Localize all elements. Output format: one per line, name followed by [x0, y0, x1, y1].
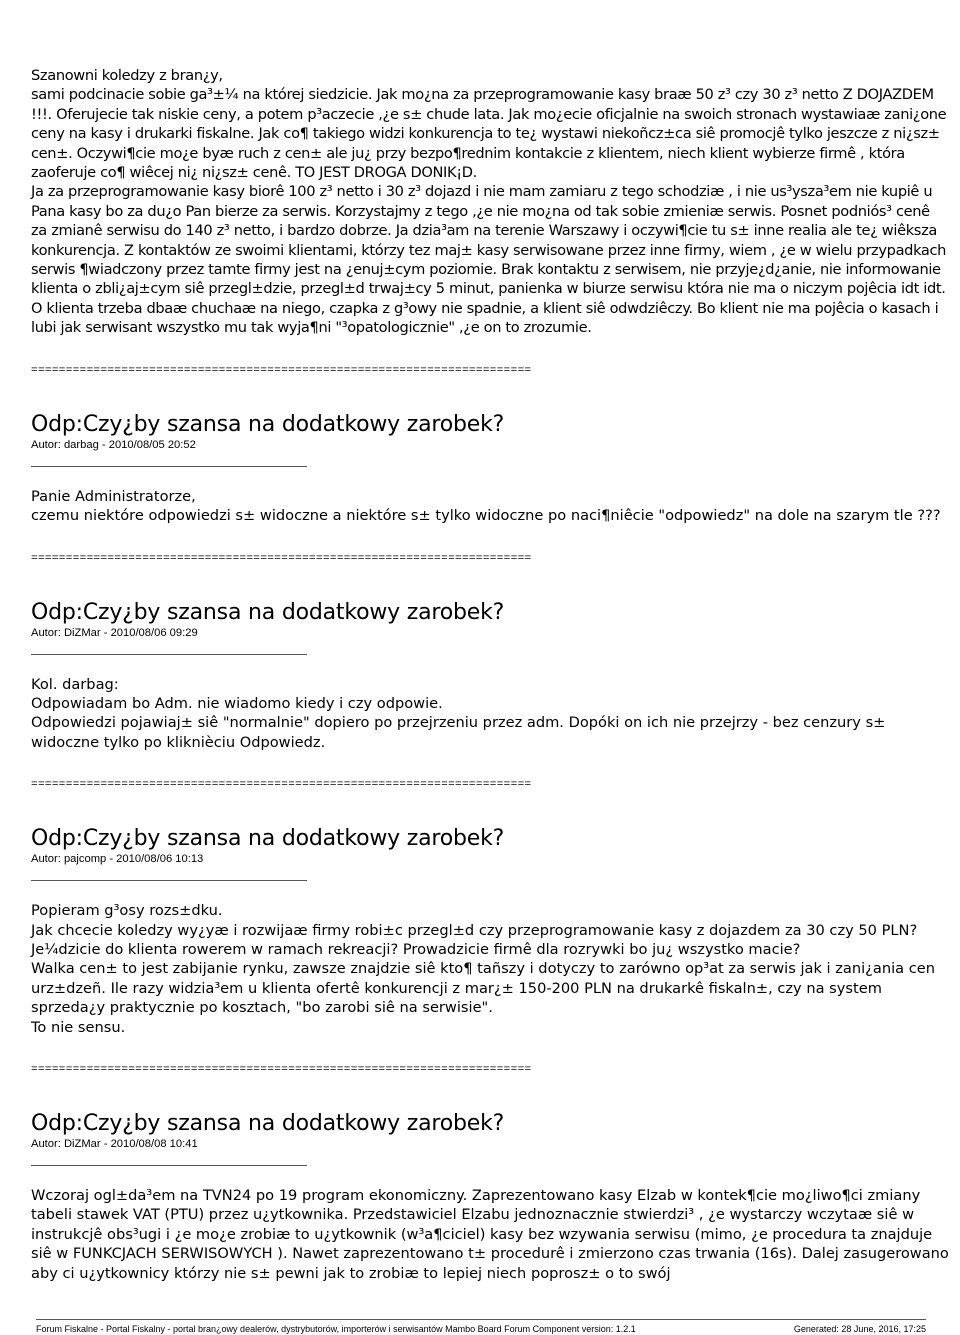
post-author-date: Autor: pajcomp - 2010/08/06 10:13: [31, 853, 204, 866]
post-author-date: Autor: DiZMar - 2010/08/06 09:29: [31, 626, 198, 639]
post-divider: [31, 466, 307, 467]
forum-page: [31, 66, 949, 1283]
footer-site-info: Forum Fiskalne - Portal Fiskalny - portal bran¿owy dealerów, dystrybutorów, importerów i serwisantów Mambo Board Forum Component version: 1.2.1: [36, 1324, 636, 1334]
first-post-body: [31, 66, 949, 338]
post-line: Panie Administratorze,: [31, 487, 196, 505]
post-line: Popieram g³osy rozs±dku.: [31, 902, 223, 920]
post-line: Wczoraj ogl±da³em na TVN24 po 19 program ekonomiczny. Zaprezentowano kasy Elzab w kontek¶cie mo¿liwo¶ci zmiany tabeli stawek VAT (PTU) przez u¿ytkownika. Przedstawiciel Elzabu jednoznacznie stwierdzi³ , ¿e wystarczy wczytaæ siê w instrukcjê obs³ugi i ¿e mo¿e zrobiæ to u¿ytkownik (w³a¶ciciel) kasy bez wzywania serwisu (mimo, ¿e procedura ta znajduje siê w FUNKCJACH SERWISOWYCH ). Nawet zaprezentowano t± procedurê i zmierzono czas trwania (16s). Dalej zasugerowano aby ci u¿ytkownicy którzy nie s± pewni jak to zrobiæ to lepiej niech poprosz± o to swój: [31, 1186, 949, 1282]
post-separator: ========================================================================: [31, 1063, 532, 1076]
post-separator: ========================================================================: [31, 364, 532, 377]
forum-post: [31, 412, 949, 526]
forum-post: [31, 1111, 949, 1283]
post-title[interactable]: Odp:Czy¿by szansa na dodatkowy zarobek?: [31, 826, 505, 852]
post-line: Jak chcecie koledzy wy¿yæ i rozwijaæ firmy robi±c przegl±d czy przeprogramowanie kasy z dojazdem za 30 czy 50 PLN?: [31, 921, 918, 939]
forum-post: [31, 826, 949, 1037]
post-body: [31, 487, 949, 526]
post-line: Kol. darbag:: [31, 675, 119, 693]
post-line: Je¼dzicie do klienta rowerem w ramach rekreacji? Prowadzicie firmê dla rozrywki bo ju¿ wszystko macie?: [31, 940, 801, 958]
post-line: Odpowiadam bo Adm. nie wiadomo kiedy i czy odpowie.: [31, 694, 443, 712]
post-line: Odpowiedzi pojawiaj± siê "normalnie" dopiero po przejrzeniu przez adm. Dopóki on ich nie przejrzy - bez cenzury s± widoczne tylko po kliknièciu Odpowiedz.: [31, 714, 886, 751]
post-divider: [31, 1165, 307, 1166]
post-body: [31, 675, 949, 753]
post-body: [31, 1186, 949, 1283]
intro-paragraph-1: sami podcinacie sobie ga³±¼ na której siedzicie. Jak mo¿na za przeprogramowanie kasy braæ 50 z³ czy 30 z³ netto Z DOJAZDEM !!!. Oferujecie tak niskie ceny, a potem p³aczecie ,¿e s± chude lata. Jak mo¿ecie oficjalnie na swoich stronach wystawiaæ zani¿one ceny na kasy i drukarki fiskalne. Jak co¶ takiego widzi konkurencja to te¿ wystawi niekoñcz±ca siê promocjê tylko jeszcze z ni¿sz± cen±. Oczywi¶cie mo¿e byæ ruch z cen± ale ju¿ przy bezpo¶rednim kontakcie z klientem, niech klient wybierze firmê , która zaoferuje co¶ wiêcej ni¿ ni¿sz± cenê. TO JEST DROGA DONIK¡D.: [31, 86, 947, 182]
post-title[interactable]: Odp:Czy¿by szansa na dodatkowy zarobek?: [31, 599, 505, 625]
footer-generated-date: Generated: 28 June, 2016, 17:25: [793, 1324, 926, 1334]
post-line: Walka cen± to jest zabijanie rynku, zawsze znajdzie siê kto¶ tañszy i dotyczy to zarówno op³at za serwis jak i zani¿ania cen urz±dzeñ. Ile razy widzia³em u klienta ofertê konkurencji z mar¿± 150-200 PLN na drukarkê fiskaln±, czy na system sprzeda¿y praktycznie po kosztach, "bo zarobi siê na serwisie".: [31, 960, 935, 1017]
post-separator: ========================================================================: [31, 552, 532, 565]
intro-paragraph-2: Ja za przeprogramowanie kasy biorê 100 z³ netto i 30 z³ dojazd i nie mam zamiaru z tego schodziæ , i nie us³ysza³em nie kupiê u Pana kasy bo za du¿o Pan bierze za serwis. Korzystajmy z tego ,¿e nie mo¿na od tak sobie zmieniæ serwis. Posnet podniós³ cenê za zmianê serwisu do 140 z³ netto, i bardzo dobrze. Ja dzia³am na terenie Warszawy i oczywi¶cie tu s± inne realia ale te¿ wiêksza konkurencja. Z kontaktów ze swoimi klientami, którzy tez maj± kasy serwisowane przez inne firmy, wiem , ¿e w wielu przypadkach serwis ¶wiadczony przez tamte firmy jest na ¿enuj±cym poziomie. Brak kontaktu z serwisem, nie przyje¿d¿anie, nie informowanie klienta o zbli¿aj±cym siê przegl±dzie, przegl±d trwaj±cy 5 minut, panienka w biurze serwisu która nie ma o niczym pojêcia idt idt. O klienta trzeba dbaæ chuchaæ na niego, czapka z g³owy nie spadnie, a klient siê odwdziêczy. Bo klient nie ma pojêcia o kasach i lubi jak serwisant wszystko mu tak wyja¶ni "³opatologicznie" ,¿e on to zrozumie.: [31, 183, 947, 337]
post-divider: [31, 654, 307, 655]
post-title[interactable]: Odp:Czy¿by szansa na dodatkowy zarobek?: [31, 1110, 505, 1136]
post-body: [31, 901, 949, 1037]
post-line: czemu niektóre odpowiedzi s± widoczne a niektóre s± tylko widoczne po naci¶niêcie "odpowiedz" na dole na szarym tle ???: [31, 507, 941, 525]
post-author-date: Autor: DiZMar - 2010/08/08 10:41: [31, 1137, 198, 1150]
forum-post: [31, 600, 949, 753]
post-line: To nie sensu.: [31, 1018, 126, 1036]
post-separator: ========================================================================: [31, 779, 532, 792]
page-footer: [36, 1319, 926, 1334]
intro-greeting: Szanowni koledzy z bran¿y,: [31, 67, 223, 84]
post-author-date: Autor: darbag - 2010/08/05 20:52: [31, 438, 196, 451]
post-title[interactable]: Odp:Czy¿by szansa na dodatkowy zarobek?: [31, 411, 505, 437]
post-divider: [31, 880, 307, 881]
